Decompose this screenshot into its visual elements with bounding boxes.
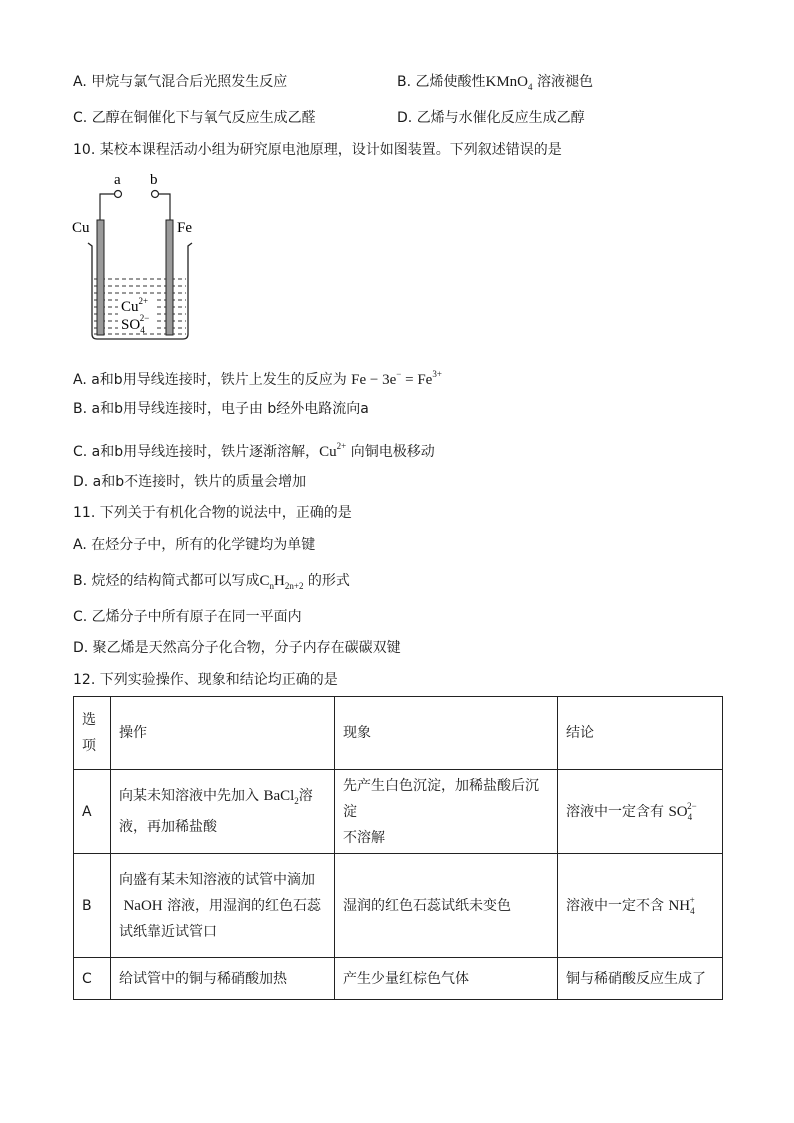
terminal-b <box>152 191 159 198</box>
header-option: 选 项 <box>74 697 111 770</box>
q12-stem: 12. 下列实验操作、现象和结论均正确的是 <box>73 672 338 688</box>
sulfate-ion-label: $SO_42-$ <box>121 313 150 335</box>
option-text-post: 的形式 <box>307 573 350 589</box>
kmno4-formula: KMnO$_4$ <box>485 74 533 92</box>
fe-electrode <box>166 220 173 335</box>
fe-oxidation-formula: $Fe - 3e^- = Fe^{3+}$ <box>351 369 442 388</box>
cu-electrode <box>97 220 104 335</box>
header-operation: 操作 <box>111 697 335 770</box>
q9-option-d <box>397 108 585 128</box>
table-row-b <box>74 854 723 958</box>
q11-option-b <box>73 571 350 596</box>
row-b-conclusion: 溶液中一定不含 $NH_4^+$ <box>558 854 723 958</box>
table-header-row <box>74 697 723 770</box>
q9-option-a <box>73 72 287 92</box>
option-key: D. <box>397 110 413 126</box>
q10-option-b: B. a和b用导线连接时，电子由 b经外电路流向a <box>73 401 369 417</box>
q10-option-d: D. a和b不连接时，铁片的质量会增加 <box>73 474 307 490</box>
wire-b <box>159 194 171 220</box>
q11-option-c: C. 乙烯分子中所有原子在同一平面内 <box>73 609 302 625</box>
q10-option-c <box>73 436 435 462</box>
header-phenomenon: 现象 <box>335 697 558 770</box>
option-key: A. <box>73 74 87 90</box>
q10-stem: 10. 某校本课程活动小组为研究原电池原理，设计如图装置。下列叙述错误的是 <box>73 142 562 158</box>
option-text: 乙醇在铜催化下与氧气反应生成乙醛 <box>91 110 316 126</box>
row-c-phenomenon: 产生少量红棕色气体 <box>335 958 558 1000</box>
terminal-b-label: b <box>150 172 158 188</box>
terminal-a <box>115 191 122 198</box>
option-text: 甲烷与氯气混合后光照发生反应 <box>91 74 288 90</box>
option-text-post: 溶液褪色 <box>536 74 593 90</box>
wire-a <box>100 194 115 220</box>
option-text: A. a和b用导线连接时，铁片上发生的反应为 <box>73 372 347 388</box>
option-text: 乙烯使酸性 <box>415 74 486 90</box>
row-a-option: A <box>74 770 111 854</box>
table-row-a <box>74 770 723 854</box>
option-text-post: 向铜电极移动 <box>346 444 435 460</box>
header-conclusion: 结论 <box>558 697 723 770</box>
row-b-operation: 向盛有某未知溶液的试管中滴加 NaOH 溶液，用湿润的红色石蕊 试纸靠近试管口 <box>111 854 335 958</box>
option-key: B. <box>397 74 412 90</box>
row-b-option: B <box>74 854 111 958</box>
galvanic-cell-diagram <box>70 168 210 343</box>
q11-option-a: A. 在烃分子中，所有的化学键均为单键 <box>73 537 316 553</box>
row-a-operation: 向某未知溶液中先加入 BaCl$_2$溶 液，再加稀盐酸 <box>111 770 335 854</box>
fe-electrode-label: Fe <box>177 220 192 236</box>
q11-stem: 11. 下列关于有机化合物的说法中，正确的是 <box>73 505 352 521</box>
row-b-phenomenon: 湿润的红色石蕊试纸未变色 <box>335 854 558 958</box>
row-c-conclusion: 铜与稀硝酸反应生成了 <box>558 958 723 1000</box>
table-row-c <box>74 958 723 1000</box>
q9-option-c <box>73 108 316 128</box>
option-text: C. a和b用导线连接时，铁片逐渐溶解， <box>73 444 320 460</box>
row-c-operation: 给试管中的铜与稀硝酸加热 <box>111 958 335 1000</box>
row-a-conclusion: 溶液中一定含有 $SO_4^{2-}$ <box>558 770 723 854</box>
cu-electrode-label: Cu <box>72 220 90 236</box>
option-text: 乙烯与水催化反应生成乙醇 <box>416 110 585 126</box>
q9-option-b <box>397 72 593 97</box>
row-a-phenomenon: 先产生白色沉淀，加稀盐酸后沉淀 不溶解 <box>335 770 558 854</box>
q10-option-a <box>73 364 442 390</box>
option-text: B. 烷烃的结构简式都可以写成 <box>73 573 260 589</box>
option-key: C. <box>73 110 88 126</box>
cu-ion-formula: $Cu^{2+}$ <box>319 441 347 460</box>
q11-option-d: D. 聚乙烯是天然高分子化合物，分子内存在碳碳双键 <box>73 640 401 656</box>
row-c-option: C <box>74 958 111 1000</box>
terminal-a-label: a <box>114 172 121 188</box>
cu-ion-label: $Cu^{2+}$ <box>121 296 149 315</box>
alkane-formula: $C_nH_{2n+2}$ <box>259 573 304 591</box>
experiment-table <box>73 696 723 1000</box>
